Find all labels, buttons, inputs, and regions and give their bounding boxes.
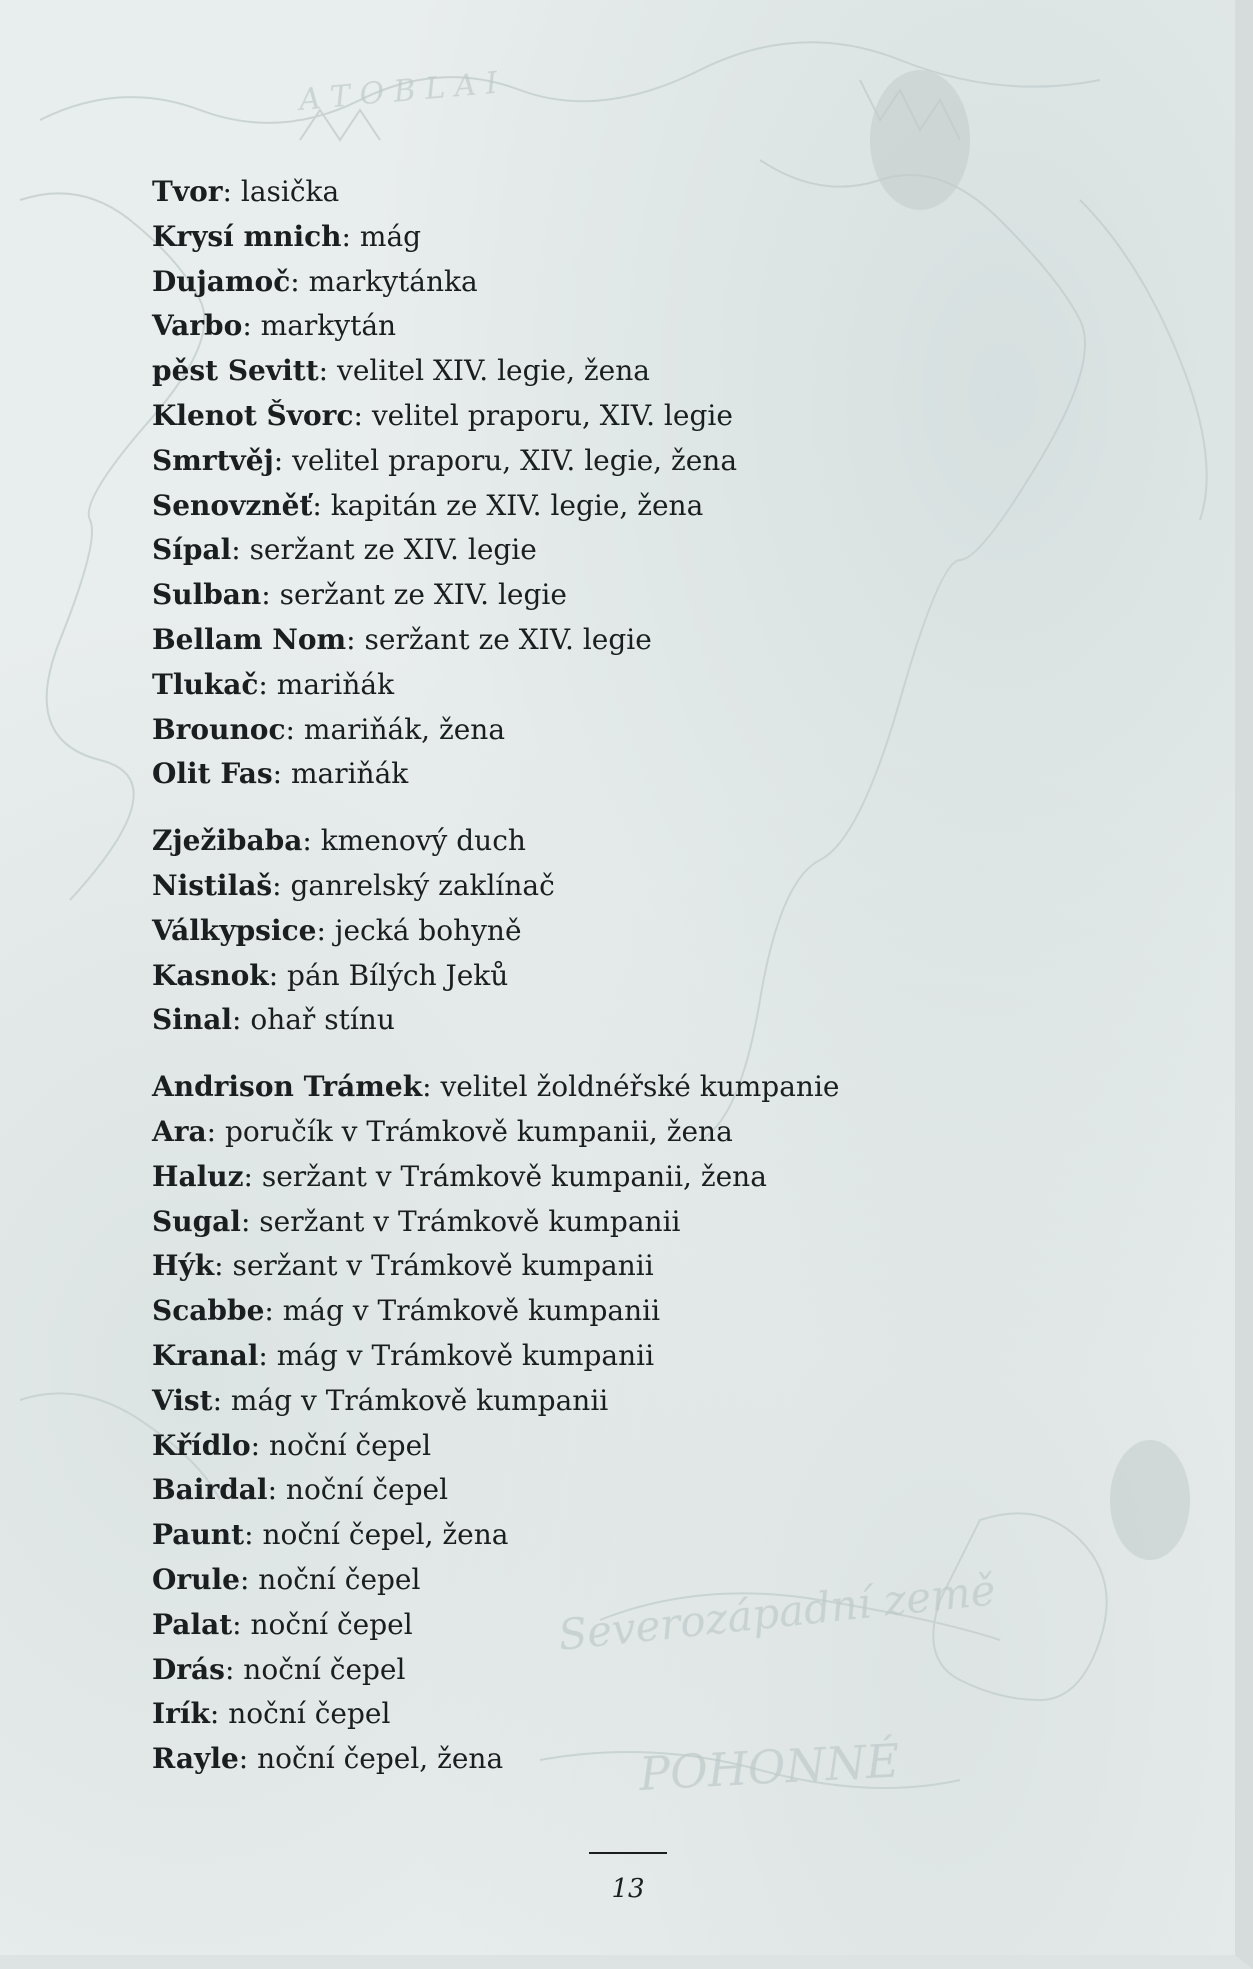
character-entry [152, 394, 1152, 439]
name-separator: : [243, 1159, 262, 1193]
character-list [152, 170, 1152, 1782]
character-entry [152, 170, 1152, 215]
name-separator: : [272, 757, 291, 791]
character-description: mág v Trámkově kumpanii [276, 1338, 655, 1372]
character-group [152, 170, 1152, 797]
character-description: seržant v Trámkově kumpanii, žena [261, 1159, 767, 1193]
character-name: Irík [152, 1697, 210, 1731]
character-name: Dujamoč [152, 264, 291, 298]
character-entry [152, 1379, 1152, 1424]
character-description: poručík v Trámkově kumpanii, žena [224, 1114, 733, 1148]
map-label-decorative: Severozápadní země [555, 1565, 998, 1660]
name-separator: : [264, 1294, 283, 1328]
character-name: Vist [152, 1383, 213, 1417]
character-name: Rayle [152, 1742, 239, 1776]
character-description: jecká bohyně [334, 913, 522, 947]
group-spacer [152, 1043, 1152, 1065]
name-separator: : [239, 1562, 259, 1596]
character-name: Válkypsice [152, 913, 317, 947]
character-entry [152, 1200, 1152, 1245]
character-name: Krysí mnich [152, 219, 342, 253]
footer-rule [589, 1852, 667, 1854]
character-description: seržant ze XIV. legie [249, 533, 537, 567]
name-separator: : [268, 958, 288, 992]
character-entry [152, 1065, 1152, 1110]
character-name: Hýk [152, 1249, 215, 1283]
name-separator: : [258, 1338, 277, 1372]
name-separator: : [273, 443, 293, 477]
character-name: Orule [152, 1562, 240, 1596]
character-description: seržant v Trámkově kumpanii [259, 1204, 681, 1238]
character-description: noční čepel, žena [257, 1742, 504, 1776]
character-group [152, 1065, 1152, 1782]
name-separator: : [285, 712, 304, 746]
name-separator: : [238, 1742, 258, 1776]
character-entry [152, 752, 1152, 797]
character-name: Kasnok [152, 958, 269, 992]
character-entry [152, 819, 1152, 864]
character-description: ohař stínu [250, 1003, 395, 1037]
character-entry [152, 304, 1152, 349]
character-name: pěst Sevitt [152, 354, 319, 388]
name-separator: : [318, 354, 337, 388]
character-name: Bellam Nom [152, 622, 347, 656]
character-name: Sípal [152, 533, 232, 567]
name-separator: : [353, 398, 372, 432]
character-name: Klenot Švorc [152, 398, 354, 432]
name-separator: : [222, 175, 241, 208]
character-name: Drás [152, 1652, 225, 1686]
character-name: Andrison Trámek [152, 1070, 423, 1104]
name-separator: : [231, 533, 250, 567]
character-name: Sinal [152, 1003, 232, 1037]
character-name: Tvor [152, 175, 223, 208]
character-description: mág v Trámkově kumpanii [282, 1294, 661, 1328]
character-description: markytánka [308, 264, 478, 298]
name-separator: : [341, 219, 360, 253]
name-separator: : [244, 1518, 263, 1552]
character-name: Bairdal [152, 1473, 268, 1507]
character-entry [152, 954, 1152, 999]
character-description: velitel praporu, XIV. legie, žena [292, 443, 738, 477]
character-entry [152, 1110, 1152, 1155]
name-separator: : [214, 1249, 233, 1283]
character-name: Paunt [152, 1518, 245, 1552]
character-name: Brounoc [152, 712, 286, 746]
character-name: Ara [152, 1114, 207, 1148]
name-separator: : [258, 667, 277, 701]
character-name: Sulban [152, 578, 262, 612]
character-entry [152, 1558, 1152, 1603]
character-description: kapitán ze XIV. legie, žena [330, 488, 704, 522]
character-description: velitel praporu, XIV. legie [371, 398, 733, 432]
character-name: Varbo [152, 309, 243, 343]
character-description: kmenový duch [320, 824, 526, 858]
name-separator: : [240, 1204, 260, 1238]
character-entry [152, 663, 1152, 708]
name-separator: : [232, 1607, 251, 1641]
character-entry [152, 708, 1152, 753]
character-name: Nistilaš [152, 868, 273, 902]
name-separator: : [206, 1114, 225, 1148]
name-separator: : [261, 578, 280, 612]
character-description: noční čepel [250, 1607, 413, 1641]
character-description: noční čepel [258, 1562, 421, 1596]
character-entry [152, 349, 1152, 394]
name-separator: : [224, 1652, 244, 1686]
character-description: mariňák, žena [303, 712, 506, 746]
character-name: Kranal [152, 1338, 259, 1372]
page-number: 13 [611, 1874, 645, 1904]
character-entry [152, 1692, 1152, 1737]
name-separator: : [250, 1428, 269, 1462]
character-description: lasička [240, 175, 340, 208]
character-entry [152, 1244, 1152, 1289]
character-entry [152, 1737, 1152, 1782]
character-description: mariňák [290, 757, 409, 791]
character-description: markytán [260, 309, 397, 343]
character-description: seržant ze XIV. legie [364, 622, 652, 656]
name-separator: : [209, 1697, 229, 1731]
name-separator: : [232, 1003, 251, 1037]
name-separator: : [346, 622, 365, 656]
character-entry [152, 1334, 1152, 1379]
name-separator: : [267, 1473, 286, 1507]
character-entry [152, 998, 1152, 1043]
character-entry [152, 484, 1152, 529]
map-label-decorative: POHONNÉ [637, 1733, 901, 1801]
character-entry [152, 1155, 1152, 1200]
character-description: mariňák [276, 667, 395, 701]
character-entry [152, 1513, 1152, 1558]
character-name: Palat [152, 1607, 233, 1641]
character-name: Haluz [152, 1159, 244, 1193]
character-entry [152, 215, 1152, 260]
character-name: Tlukač [152, 667, 259, 701]
character-entry [152, 439, 1152, 484]
group-spacer [152, 797, 1152, 819]
name-separator: : [316, 913, 335, 947]
name-separator: : [242, 309, 261, 343]
map-label-decorative: A T O B L A I [297, 65, 499, 118]
character-name: Olit Fas [152, 757, 273, 791]
character-description: noční čepel [268, 1428, 432, 1462]
character-name: Scabbe [152, 1294, 265, 1328]
character-name: Sugal [152, 1204, 241, 1238]
character-description: seržant ze XIV. legie [279, 578, 567, 612]
character-entry [152, 1424, 1152, 1469]
character-group [152, 819, 1152, 1043]
name-separator: : [312, 488, 331, 522]
character-description: noční čepel [228, 1697, 391, 1731]
character-name: Křídlo [152, 1428, 251, 1462]
character-entry [152, 1468, 1152, 1513]
character-entry [152, 1603, 1152, 1648]
character-entry [152, 909, 1152, 954]
character-entry [152, 1289, 1152, 1334]
character-description: noční čepel [285, 1473, 449, 1507]
character-entry [152, 573, 1152, 618]
character-description: seržant v Trámkově kumpanii [232, 1249, 654, 1283]
character-entry [152, 864, 1152, 909]
character-description: velitel XIV. legie, žena [337, 354, 650, 388]
character-name: Smrtvěj [152, 443, 274, 477]
character-description: noční čepel, žena [262, 1518, 509, 1552]
character-description: mág v Trámkově kumpanii [230, 1383, 609, 1417]
character-description: pán Bílých Jeků [287, 958, 509, 992]
name-separator: : [290, 264, 309, 298]
character-entry [152, 618, 1152, 663]
character-description: ganrelský zaklínač [290, 868, 555, 902]
character-name: Senovzněť [152, 488, 313, 522]
name-separator: : [422, 1070, 441, 1104]
character-entry [152, 1648, 1152, 1693]
character-entry [152, 260, 1152, 305]
character-description: mág [359, 219, 422, 253]
character-description: noční čepel [243, 1652, 406, 1686]
character-name: Zježibaba [152, 824, 303, 858]
character-description: velitel žoldnéřské kumpanie [440, 1070, 840, 1104]
name-separator: : [302, 824, 321, 858]
name-separator: : [212, 1383, 231, 1417]
name-separator: : [272, 868, 291, 902]
character-entry [152, 528, 1152, 573]
